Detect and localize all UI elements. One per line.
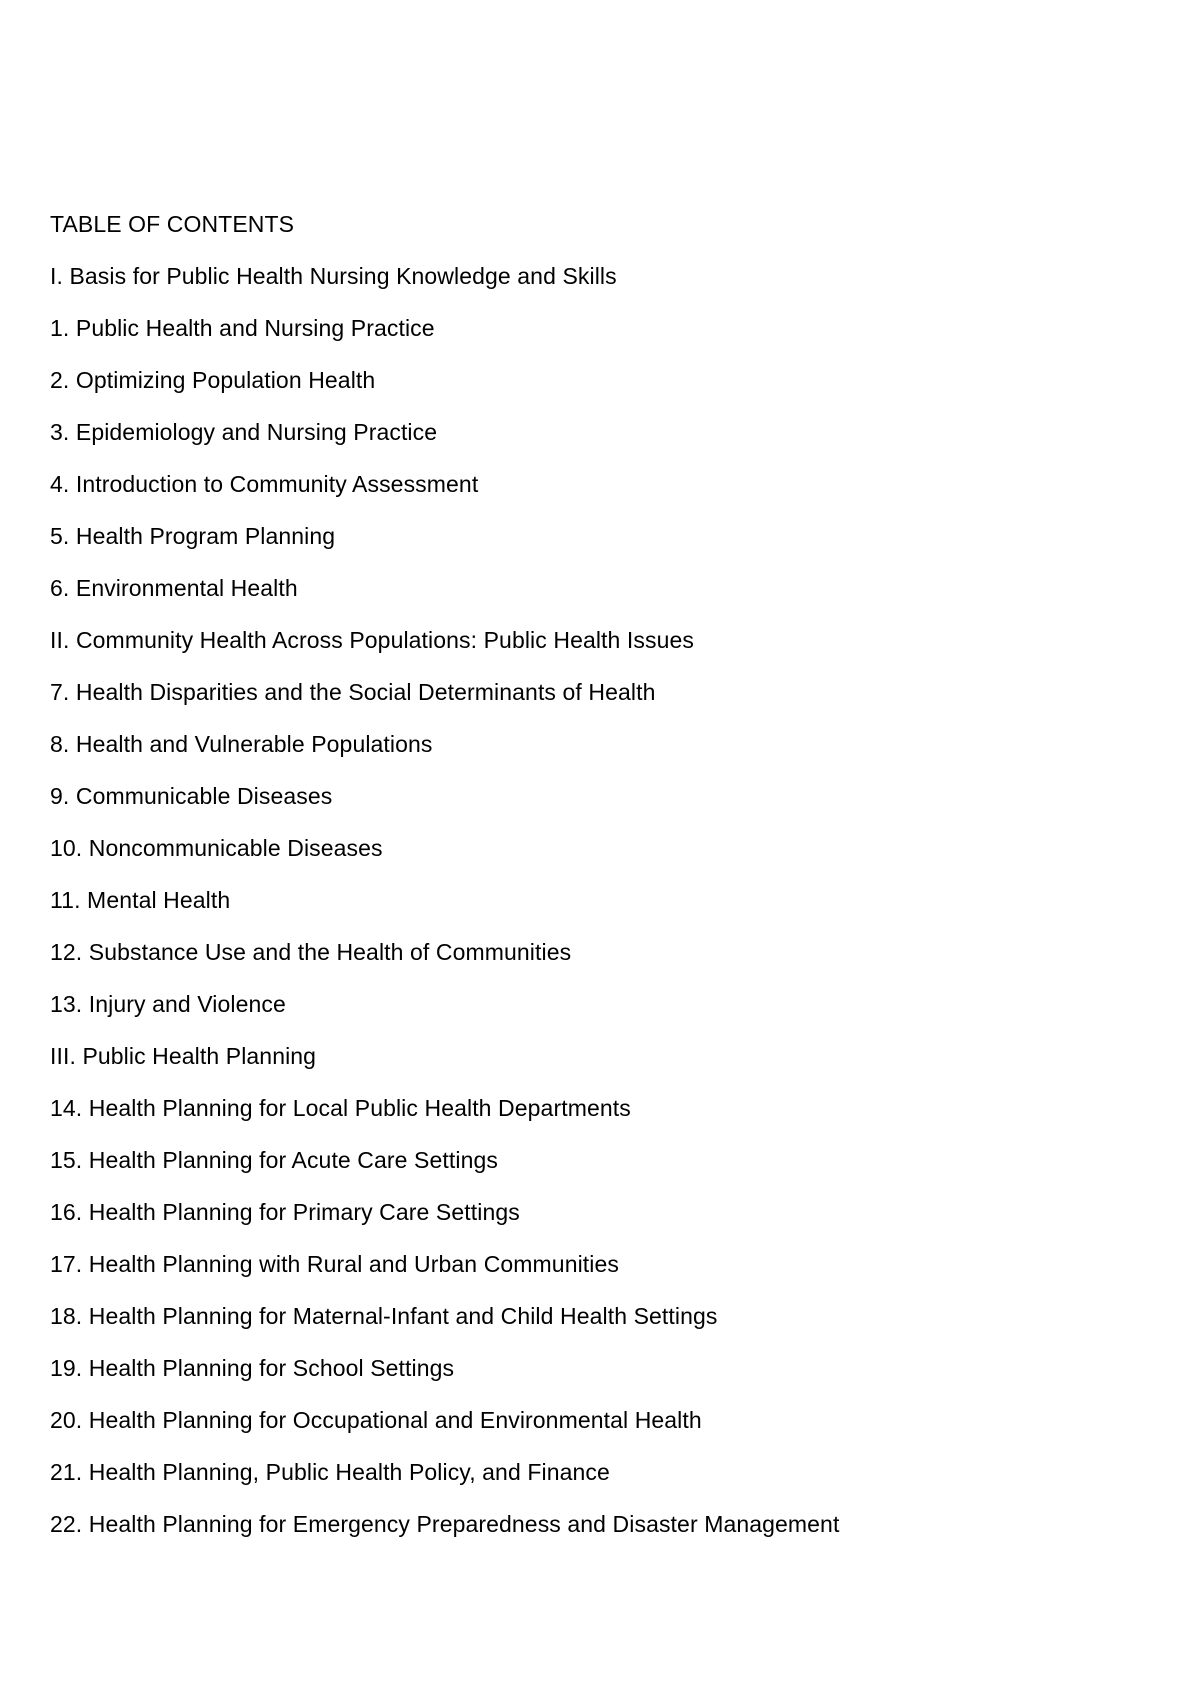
toc-chapter-14: 14. Health Planning for Local Public Health Departments: [50, 1095, 631, 1121]
toc-chapter-1: 1. Public Health and Nursing Practice: [50, 315, 435, 341]
toc-part-3: III. Public Health Planning: [50, 1043, 317, 1069]
toc-chapter-21: 21. Health Planning, Public Health Policy, and Finance: [50, 1459, 610, 1485]
toc-chapter-6: 6. Environmental Health: [50, 575, 298, 601]
toc-part-1: I. Basis for Public Health Nursing Knowledge and Skills: [50, 263, 617, 289]
toc-chapter-17: 17. Health Planning with Rural and Urban Communities: [50, 1251, 619, 1277]
toc-chapter-7: 7. Health Disparities and the Social Determinants of Health: [50, 679, 656, 705]
toc-chapter-4: 4. Introduction to Community Assessment: [50, 471, 479, 497]
toc-chapter-16: 16. Health Planning for Primary Care Settings: [50, 1199, 520, 1225]
toc-chapter-8: 8. Health and Vulnerable Populations: [50, 731, 433, 757]
toc-chapter-5: 5. Health Program Planning: [50, 523, 336, 549]
toc-chapter-3: 3. Epidemiology and Nursing Practice: [50, 419, 438, 445]
toc-chapter-2: 2. Optimizing Population Health: [50, 367, 376, 393]
toc-chapter-22: 22. Health Planning for Emergency Preparedness and Disaster Management: [50, 1511, 840, 1537]
toc-chapter-11: 11. Mental Health: [50, 887, 231, 913]
toc-chapter-15: 15. Health Planning for Acute Care Settings: [50, 1147, 498, 1173]
toc-chapter-19: 19. Health Planning for School Settings: [50, 1355, 455, 1381]
toc-chapter-18: 18. Health Planning for Maternal-Infant and Child Health Settings: [50, 1303, 718, 1329]
toc-chapter-13: 13. Injury and Violence: [50, 991, 286, 1017]
toc-chapter-9: 9. Communicable Diseases: [50, 783, 333, 809]
toc-chapter-10: 10. Noncommunicable Diseases: [50, 835, 383, 861]
toc-part-2: II. Community Health Across Populations: Public Health Issues: [50, 627, 695, 653]
toc-heading: TABLE OF CONTENTS: [50, 211, 295, 237]
toc-chapter-12: 12. Substance Use and the Health of Communities: [50, 939, 572, 965]
toc-chapter-20: 20. Health Planning for Occupational and Environmental Health: [50, 1407, 702, 1433]
table-of-contents: [50, 212, 1150, 1564]
